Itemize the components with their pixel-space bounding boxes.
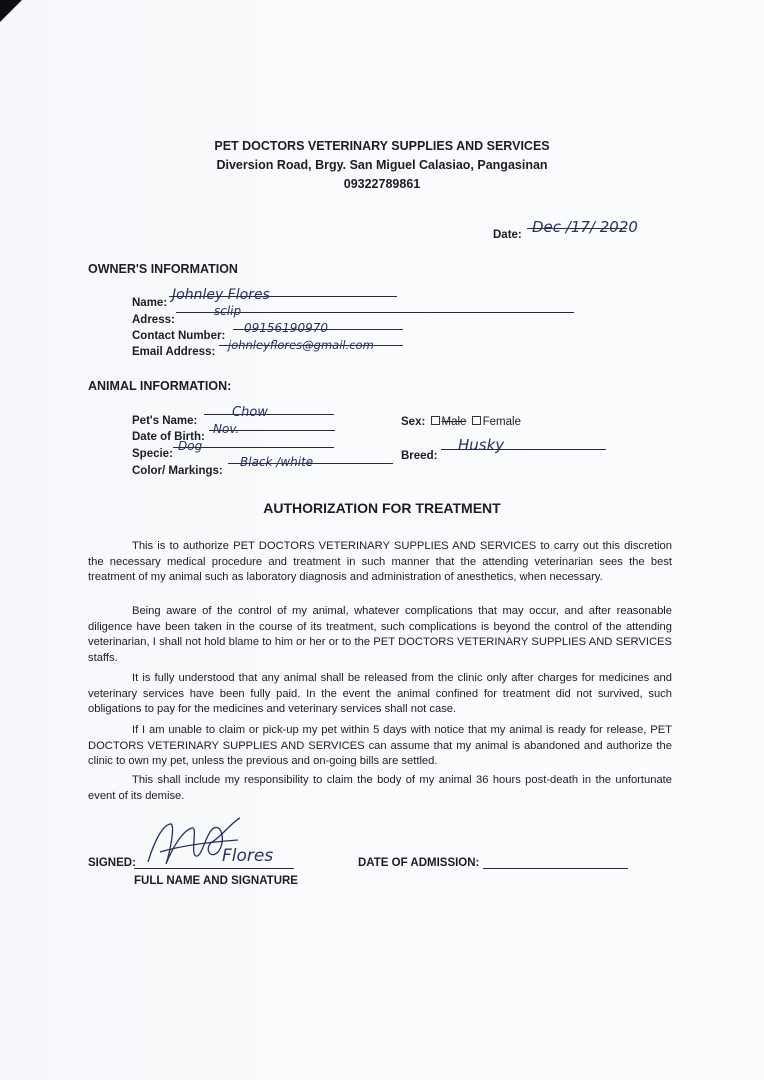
contact-number-label: Contact Number: — [132, 330, 226, 342]
dob-value: Nov. — [213, 422, 240, 436]
business-phone: 09322789861 — [343, 177, 421, 191]
signature-caption: FULL NAME AND SIGNATURE — [134, 875, 298, 887]
date-of-admission-label: DATE OF ADMISSION: — [358, 857, 480, 869]
owner-name-value: Johnley Flores — [172, 287, 270, 303]
signed-label: SIGNED: — [88, 857, 136, 869]
date-value: Dec /17/ 2020 — [532, 218, 638, 236]
female-checkbox[interactable] — [472, 416, 481, 425]
dob-label: Date of Birth: — [132, 431, 205, 443]
authorization-paragraph-4: If I am unable to claim or pick-up my pet within 5 days with notice that my animal is ready for release, PET DOCTORS VETERINARY SUPPLIES AND SERVICES can assume that my animal is abandoned and authorize the clinic to own my pet, unless the previous and on-going bills are settled. — [88, 724, 672, 768]
female-option-label: Female — [482, 416, 521, 428]
business-address: Diversion Road, Brgy. San Miguel Calasiao, Pangasinan — [216, 158, 548, 172]
pet-name-value: Chow — [232, 405, 268, 420]
sex-field — [401, 416, 521, 428]
male-option-label: Male — [441, 416, 467, 428]
owner-address-value: sclip — [214, 304, 242, 318]
animal-section-title: ANIMAL INFORMATION: — [88, 379, 232, 393]
scan-corner-mark — [0, 0, 22, 22]
business-name: PET DOCTORS VETERINARY SUPPLIES AND SERVICES — [214, 139, 550, 153]
authorization-paragraph-1: This is to authorize PET DOCTORS VETERINARY SUPPLIES AND SERVICES to carry out this discretion the necessary medical procedure and treatment in such manner that the attending veterinarian sees the best treatment of my animal such as laboratory diagnosis and administration of anesthetics, when necessary. — [88, 540, 672, 584]
color-markings-label: Color/ Markings: — [132, 465, 223, 477]
breed-label: Breed: — [401, 450, 438, 462]
sex-label: Sex: — [401, 416, 426, 428]
owner-name-label: Name: — [132, 297, 168, 309]
authorization-title: AUTHORIZATION FOR TREATMENT — [263, 500, 501, 516]
specie-label: Specie: — [132, 448, 173, 460]
email-value: johnleyflores@gmail.com — [228, 338, 374, 352]
owner-address-label: Adress: — [132, 314, 175, 326]
pet-name-label: Pet's Name: — [132, 415, 198, 427]
email-label: Email Address: — [132, 346, 216, 358]
color-markings-value: Black /white — [240, 455, 314, 469]
date-label: Date: — [493, 229, 522, 241]
authorization-paragraph-2: Being aware of the control of my animal, whatever complications that may occur, and after reasonable diligence have been taken in the course of its treatment, such complications is beyond the control of the attending veterinarian, I shall not hold blame to him or her or to the PET DOCTORS VETERINARY SUPPLIES AND SERVICES staffs. — [88, 605, 672, 664]
owner-section-title: OWNER'S INFORMATION — [88, 262, 238, 276]
signature-handwritten-name: Flores — [222, 846, 274, 866]
contact-number-value: 09156190970 — [244, 321, 328, 335]
authorization-paragraph-5: This shall include my responsibility to claim the body of my animal 36 hours post-death in the unfortunate event of its demise. — [88, 774, 672, 802]
specie-value: Dog — [178, 439, 203, 453]
authorization-paragraph-3: It is fully understood that any animal shall be released from the clinic only after charges for medicines and veterinary services have been fully paid. In the event the animal confined for treatment did not survived, such obligations to pay for the medicines and veterinary services shall not case. — [88, 672, 672, 716]
breed-value: Husky — [458, 436, 505, 454]
date-of-admission-line — [483, 868, 628, 869]
pet-name-line — [204, 414, 334, 415]
male-checkbox[interactable] — [431, 416, 440, 425]
